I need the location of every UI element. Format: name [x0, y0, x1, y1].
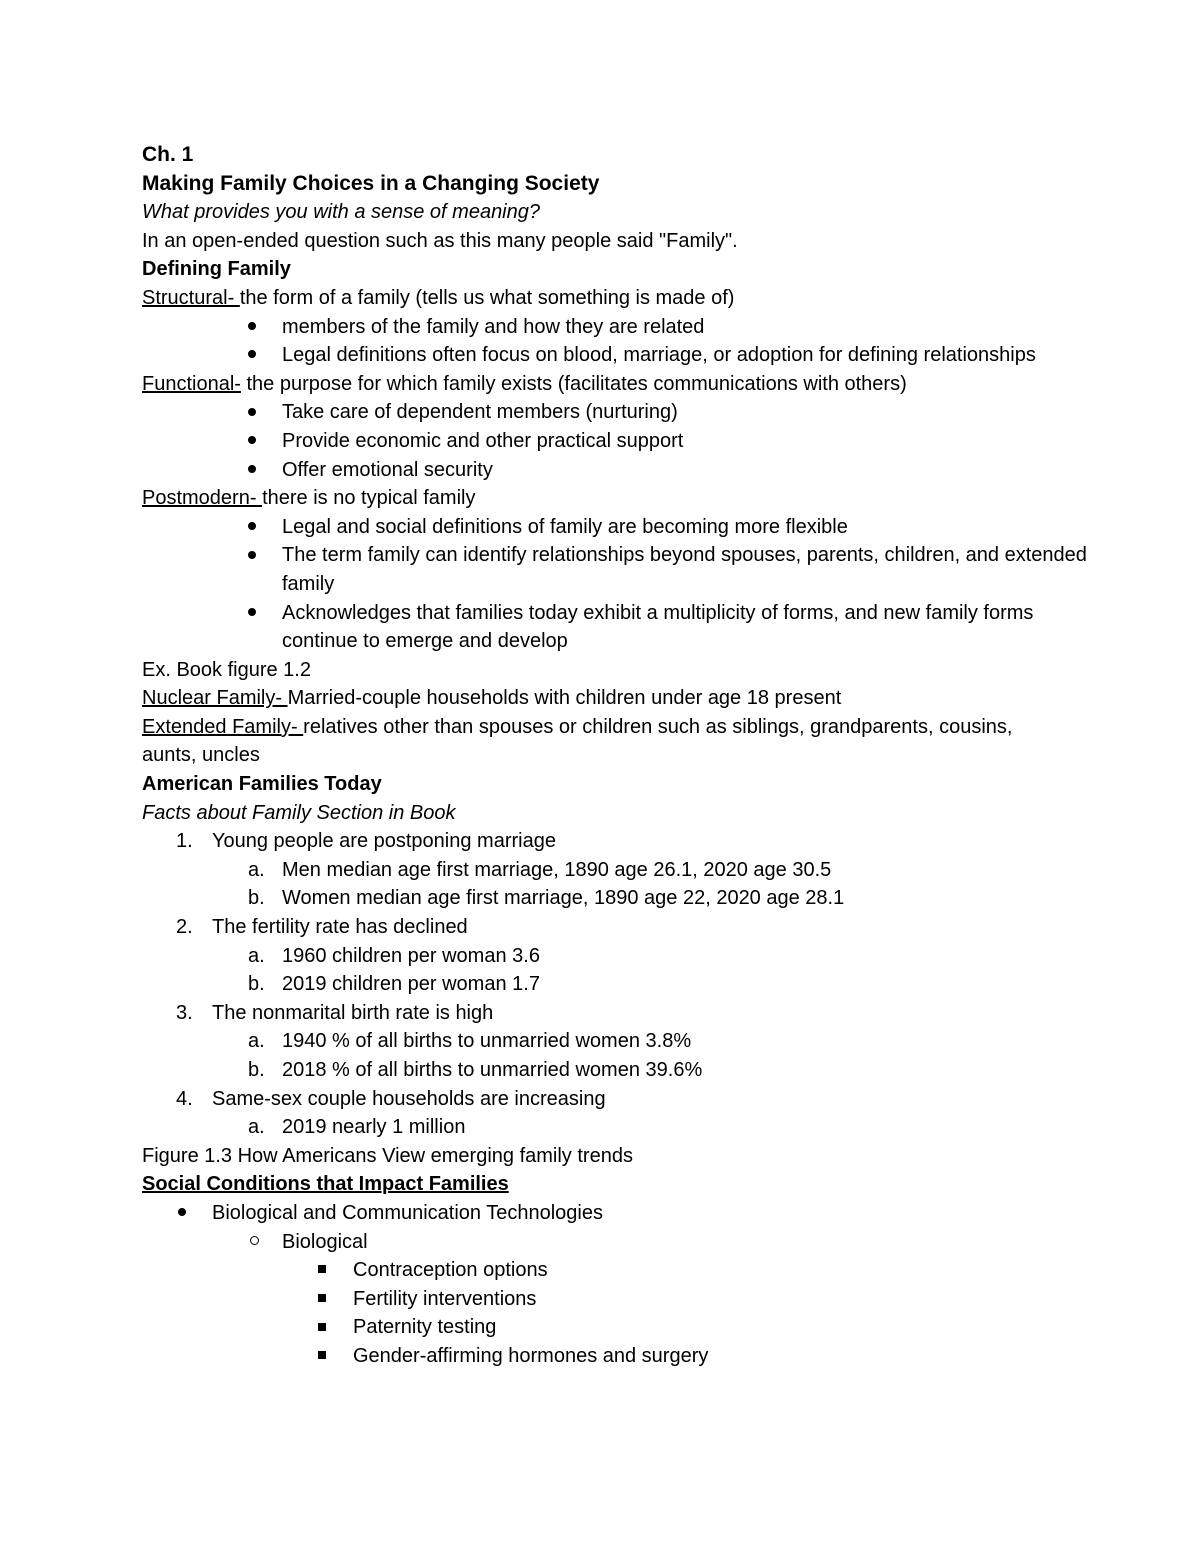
bullet-icon	[178, 1199, 186, 1228]
list-item: Gender-affirming hormones and surgery	[142, 1342, 1102, 1371]
bullet-icon	[248, 456, 256, 485]
numbered-item: 4. Same-sex couple households are increasing	[176, 1087, 606, 1110]
lettered-item: b. 2018 % of all births to unmarried women 39.6%	[248, 1059, 703, 1081]
square-bullet-icon	[318, 1342, 326, 1371]
lettered-item: a. 1940 % of all births to unmarried women 3.8%	[248, 1030, 692, 1053]
term-extended-family: Extended Family-	[142, 715, 304, 738]
bullet-icon	[248, 427, 256, 456]
bullet-icon	[248, 541, 256, 570]
list-item: Provide economic and other practical support	[142, 427, 1102, 456]
section-heading-american-families: American Families Today	[142, 773, 382, 796]
list-item: The term family can identify relationships beyond spouses, parents, children, and extended family	[142, 541, 1102, 598]
definition-postmodern	[142, 484, 1102, 513]
numbered-item: 3. The nonmarital birth rate is high	[176, 1001, 494, 1024]
list-item: Biological	[142, 1228, 1102, 1257]
list-item: Legal and social definitions of family are becoming more flexible	[142, 513, 1102, 542]
guiding-question: What provides you with a sense of meaning?	[142, 201, 540, 224]
definition-text: the purpose for which family exists (facilitates communications with others)	[240, 372, 907, 395]
term-nuclear-family: Nuclear Family-	[142, 687, 288, 710]
square-bullet-icon	[318, 1313, 326, 1342]
intro-text: In an open-ended question such as this many people said "Family".	[142, 229, 738, 252]
document-page	[142, 141, 1102, 1371]
lettered-item: b. 2019 children per woman 1.7	[248, 973, 540, 996]
bullet-icon	[248, 513, 256, 542]
term-functional: Functional-	[142, 372, 241, 395]
term-postmodern: Postmodern-	[142, 487, 263, 510]
list-item: Paternity testing	[142, 1313, 1102, 1342]
definition-structural	[142, 284, 1102, 313]
definition-functional	[142, 370, 1102, 399]
list-item: members of the family and how they are related	[142, 313, 1102, 342]
bullet-icon	[248, 313, 256, 342]
list-item: Offer emotional security	[142, 456, 1102, 485]
example-reference: Ex. Book figure 1.2	[142, 658, 311, 681]
definition-nuclear-family: Nuclear Family- Married-couple households with children under age 18 present	[142, 687, 842, 710]
hollow-bullet-icon	[250, 1228, 259, 1257]
lettered-item: a. 1960 children per woman 3.6	[248, 944, 540, 967]
square-bullet-icon	[318, 1256, 326, 1285]
lettered-item: a. Men median age first marriage, 1890 age 26.1, 2020 age 30.5	[248, 858, 832, 881]
definition-text: there is no typical family	[262, 487, 476, 510]
page-title: Making Family Choices in a Changing Society	[142, 171, 600, 195]
definition-extended-family: Extended Family- relatives other than spouses or children such as siblings, grandparents, cousins, aunts, uncles	[142, 715, 1013, 767]
list-item: Legal definitions often focus on blood, marriage, or adoption for defining relationships	[142, 341, 1102, 370]
bullet-icon	[248, 599, 256, 628]
lettered-item: b. Women median age first marriage, 1890 age 22, 2020 age 28.1	[248, 887, 845, 910]
list-item: Take care of dependent members (nurturing)	[142, 398, 1102, 427]
bullet-icon	[248, 341, 256, 370]
list-item: Contraception options	[142, 1256, 1102, 1285]
chapter-label: Ch. 1	[142, 143, 194, 166]
section-heading-defining-family: Defining Family	[142, 258, 291, 281]
numbered-item: 1. Young people are postponing marriage	[176, 830, 556, 853]
term-structural: Structural-	[142, 286, 240, 309]
figure-reference: Figure 1.3 How Americans View emerging family trends	[142, 1144, 633, 1167]
list-item: Acknowledges that families today exhibit a multiplicity of forms, and new family forms continue to emerge and develop	[142, 599, 1102, 656]
lettered-item: a. 2019 nearly 1 million	[248, 1116, 466, 1139]
section-subheading: Facts about Family Section in Book	[142, 801, 456, 824]
list-item: Fertility interventions	[142, 1285, 1102, 1314]
section-heading-social-conditions: Social Conditions that Impact Families	[142, 1173, 509, 1196]
numbered-item: 2. The fertility rate has declined	[176, 916, 468, 939]
definition-text: the form of a family (tells us what something is made of)	[239, 286, 735, 309]
square-bullet-icon	[318, 1285, 326, 1314]
list-item: Biological and Communication Technologies	[142, 1199, 1102, 1228]
bullet-icon	[248, 398, 256, 427]
